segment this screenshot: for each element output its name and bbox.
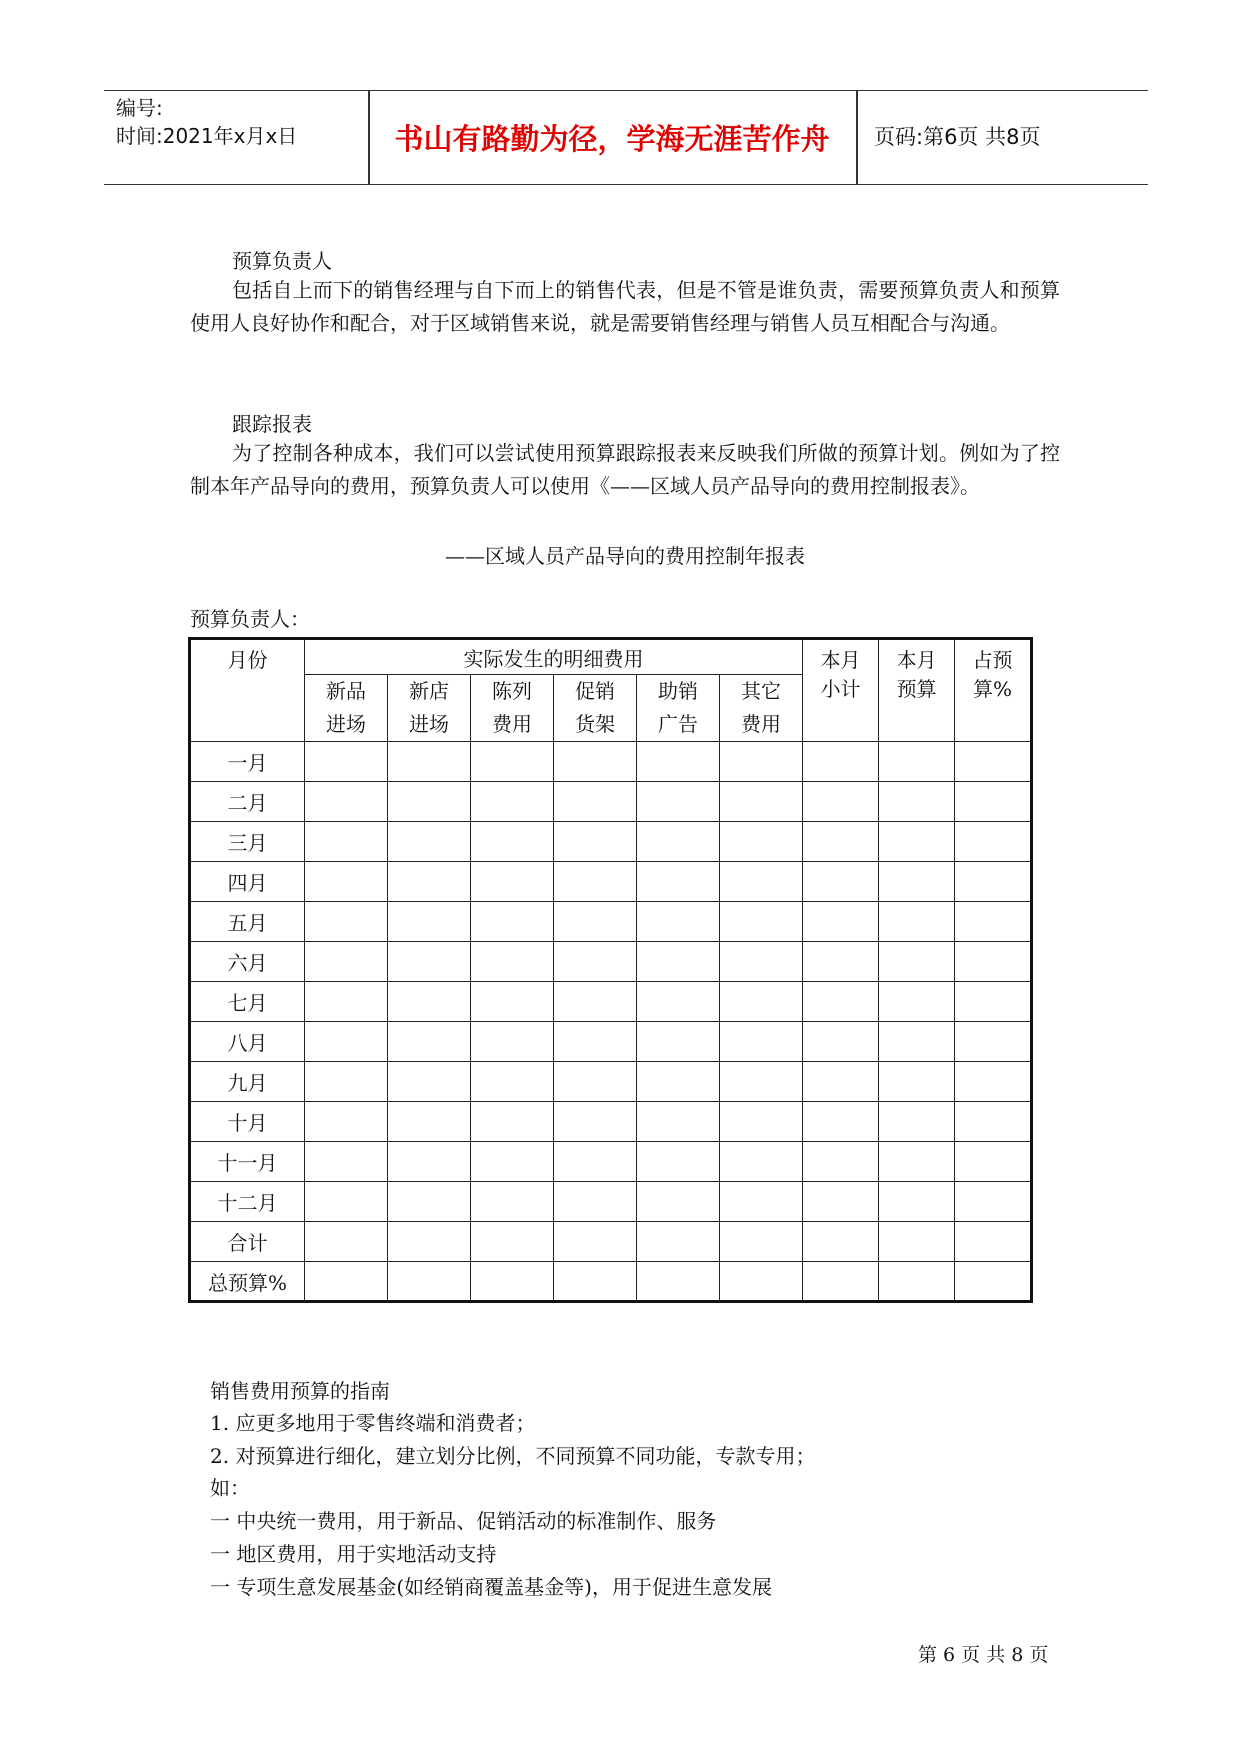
section-heading-tracking-report: 跟踪报表 [232,412,312,436]
table-cell [803,1262,879,1302]
table-cell [720,942,803,982]
table-cell [305,1102,388,1142]
table-cell [879,742,955,782]
table-cell [554,942,637,982]
header-divider [856,91,858,184]
table-cell [305,1222,388,1262]
table-cell [471,1182,554,1222]
table-row [190,982,1032,1022]
table-cell [955,862,1032,902]
table-cell [388,1062,471,1102]
table-cell [803,782,879,822]
table-cell [471,862,554,902]
table-row [190,862,1032,902]
header-cell-subtotal: 本月 小计 [803,639,879,742]
header-cell-month: 月份 [190,639,305,742]
table-cell [305,1062,388,1102]
guide-title: 销售费用预算的指南 [210,1379,390,1403]
table-cell [305,742,388,782]
guide-item: 一 地区费用，用于实地活动支持 [210,1542,497,1566]
table-cell [720,1062,803,1102]
table-cell [305,862,388,902]
table-cell [554,782,637,822]
table-cell [720,902,803,942]
table-cell [637,1142,720,1182]
row-label: 九月 [190,1062,305,1102]
table-cell [388,1022,471,1062]
table-cell [305,782,388,822]
row-label: 一月 [190,742,305,782]
row-label: 八月 [190,1022,305,1062]
table-cell [803,1102,879,1142]
table-cell [803,942,879,982]
table-cell [637,742,720,782]
table-cell [554,1062,637,1102]
table-cell [471,742,554,782]
table-cell [554,862,637,902]
table-cell [388,942,471,982]
table-cell [637,822,720,862]
table-cell [720,1142,803,1182]
table-cell [720,982,803,1022]
row-label: 二月 [190,782,305,822]
table-cell [388,982,471,1022]
table-cell [554,822,637,862]
table-cell [637,902,720,942]
table-cell [955,782,1032,822]
table-cell [554,982,637,1022]
table-cell [637,1022,720,1062]
table-row [190,1262,1032,1302]
table-cell [305,1022,388,1062]
table-cell [471,1262,554,1302]
table-cell [637,1182,720,1222]
table-cell [955,1262,1032,1302]
row-label: 十二月 [190,1182,305,1222]
document-time-label: 时间:2021年x月x日 [116,124,298,148]
table-cell [471,822,554,862]
table-cell [879,1062,955,1102]
table-cell [879,1222,955,1262]
table-cell [955,1142,1032,1182]
table-cell [554,1022,637,1062]
table-cell [879,1182,955,1222]
table-cell [803,982,879,1022]
table-row [190,1222,1032,1262]
table-cell [720,1262,803,1302]
header-cell-advert: 助销 广告 [637,675,720,742]
row-label: 总预算% [190,1262,305,1302]
table-cell [471,1222,554,1262]
guide-item: 2. 对预算进行细化，建立划分比例，不同预算不同功能，专款专用； [210,1444,816,1468]
table-title: ——区域人员产品导向的费用控制年报表 [445,544,805,568]
page-footer: 第 6 页 共 8 页 [918,1644,1049,1666]
table-cell [305,822,388,862]
table-cell [471,1022,554,1062]
table-cell [720,822,803,862]
table-cell [720,1222,803,1262]
table-row [190,1182,1032,1222]
section-heading-budget-owner: 预算负责人 [232,249,332,273]
guide-item: 如： [210,1476,250,1500]
row-label: 七月 [190,982,305,1022]
guide-item: 一 专项生意发展基金(如经销商覆盖基金等)，用于促进生意发展 [210,1575,772,1599]
table-cell [720,1102,803,1142]
table-row [190,822,1032,862]
header-cell-detail: 实际发生的明细费用 [305,639,803,675]
row-label: 三月 [190,822,305,862]
table-row [190,1142,1032,1182]
header-cell-new-product: 新品 进场 [305,675,388,742]
page-header [104,90,1148,185]
section-body-tracking-report: 为了控制各种成本，我们可以尝试使用预算跟踪报表来反映我们所做的预算计划。例如为了控制本年产品导向的费用，预算负责人可以使用《——区域人员产品导向的费用控制报表》。 [190,441,1060,498]
table-cell [803,1142,879,1182]
header-page-label: 页码:第6页 共8页 [874,125,1041,149]
table-cell [720,782,803,822]
header-cell-percent: 占预 算% [955,639,1032,742]
table-cell [879,902,955,942]
header-cell-other: 其它 费用 [720,675,803,742]
table-row [190,1062,1032,1102]
table-cell [879,942,955,982]
guide-item: 1. 应更多地用于零售终端和消费者； [210,1411,536,1435]
table-cell [803,822,879,862]
header-meta [116,94,366,150]
table-cell [554,1222,637,1262]
table-cell [637,982,720,1022]
table-cell [955,902,1032,942]
table-cell [637,782,720,822]
budget-owner-label: 预算负责人： [190,607,310,631]
table-cell [879,1102,955,1142]
row-label: 合计 [190,1222,305,1262]
table-cell [554,902,637,942]
table-cell [554,1182,637,1222]
table-cell [879,822,955,862]
header-cell-display: 陈列 费用 [471,675,554,742]
table-cell [879,982,955,1022]
table-cell [879,1022,955,1062]
table-cell [955,1222,1032,1262]
table-row [190,902,1032,942]
table-cell [388,1262,471,1302]
document-number-label: 编号: [116,96,163,120]
table-cell [388,862,471,902]
table-cell [305,1262,388,1302]
table-row [190,1102,1032,1142]
table-row [190,782,1032,822]
row-label: 五月 [190,902,305,942]
header-cell-promo-shelf: 促销 货架 [554,675,637,742]
table-cell [955,822,1032,862]
header-cell-budget: 本月 预算 [879,639,955,742]
guide-item: 一 中央统一费用，用于新品、促销活动的标准制作、服务 [210,1509,717,1533]
table-cell [471,1062,554,1102]
table-cell [388,1222,471,1262]
table-cell [471,942,554,982]
table-cell [955,942,1032,982]
table-cell [803,1022,879,1062]
header-cell-new-store: 新店 进场 [388,675,471,742]
table-cell [554,1102,637,1142]
table-cell [471,1142,554,1182]
table-cell [955,1102,1032,1142]
table-cell [955,1062,1032,1102]
row-label: 六月 [190,942,305,982]
table-cell [388,1182,471,1222]
table-cell [305,1182,388,1222]
table-cell [637,942,720,982]
table-cell [803,742,879,782]
table-cell [388,822,471,862]
table-cell [803,902,879,942]
table-cell [955,982,1032,1022]
table-cell [305,1142,388,1182]
header-motto: 书山有路勤为径，学海无涯苦作舟 [394,122,830,156]
table-cell [388,742,471,782]
table-cell [803,862,879,902]
table-cell [471,1102,554,1142]
table-cell [637,1062,720,1102]
table-cell [720,1022,803,1062]
table-cell [955,1182,1032,1222]
row-label: 四月 [190,862,305,902]
table-cell [388,902,471,942]
table-cell [879,782,955,822]
table-cell [720,1182,803,1222]
table-cell [955,1022,1032,1062]
expense-control-table [188,637,1033,1303]
table-row [190,742,1032,782]
row-label: 十月 [190,1102,305,1142]
table-cell [305,902,388,942]
table-cell [955,742,1032,782]
row-label: 十一月 [190,1142,305,1182]
table-cell [879,1142,955,1182]
table-row [190,942,1032,982]
table-cell [879,862,955,902]
table-body [190,742,1032,1302]
table-cell [388,1142,471,1182]
table-cell [803,1062,879,1102]
table-cell [554,1142,637,1182]
table-cell [803,1182,879,1222]
table-cell [879,1262,955,1302]
table-cell [471,902,554,942]
table-cell [388,1102,471,1142]
table-row [190,1022,1032,1062]
table-cell [637,1262,720,1302]
table-cell [637,1222,720,1262]
table-cell [720,742,803,782]
table-cell [720,862,803,902]
section-body-budget-owner: 包括自上而下的销售经理与自下而上的销售代表，但是不管是谁负责，需要预算负责人和预算使用人良好协作和配合，对于区域销售来说，就是需要销售经理与销售人员互相配合与沟通。 [190,278,1060,335]
table-cell [637,1102,720,1142]
table-cell [305,942,388,982]
table-cell [554,1262,637,1302]
table-cell [554,742,637,782]
table-cell [471,982,554,1022]
table-cell [305,982,388,1022]
table-cell [803,1222,879,1262]
table-cell [388,782,471,822]
table-cell [471,782,554,822]
table-cell [637,862,720,902]
